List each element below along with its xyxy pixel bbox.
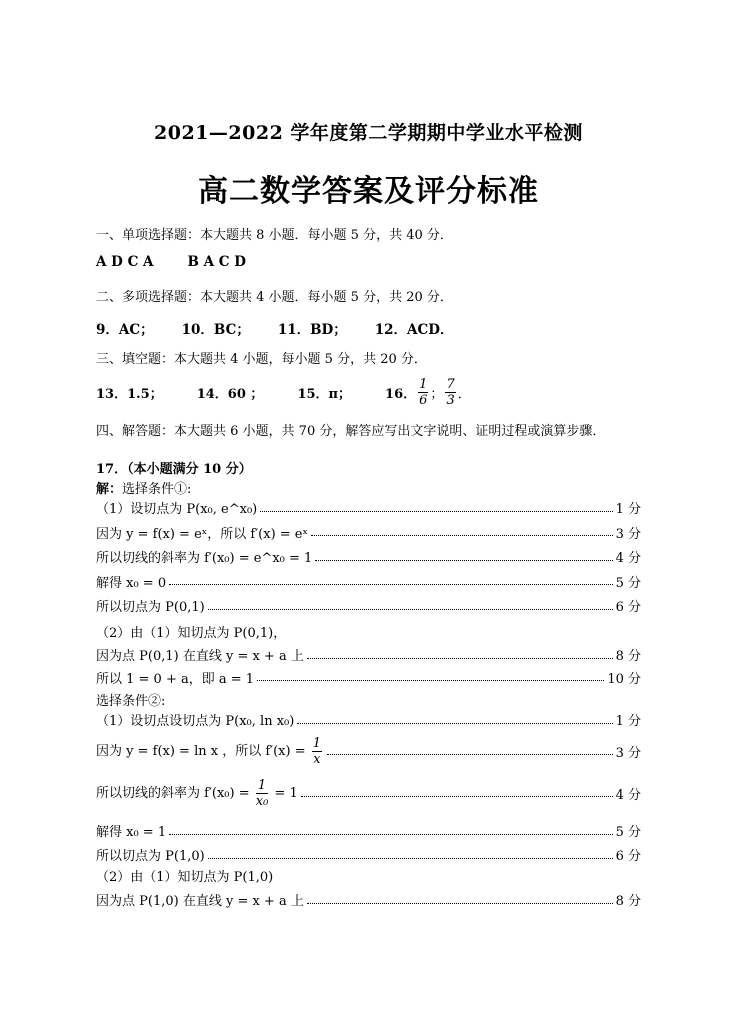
dot-leader — [307, 657, 613, 659]
points: 1 分 — [615, 502, 641, 517]
dot-leader — [327, 753, 613, 755]
points: 8 分 — [615, 649, 641, 664]
points: 3 分 — [615, 745, 641, 761]
score-line — [96, 775, 641, 811]
answer-12: 12．ACD． — [374, 322, 454, 338]
dot-leader — [301, 795, 613, 797]
fraction-seven-thirds — [445, 377, 455, 408]
points: 3 分 — [615, 526, 641, 542]
line-text: 所以切点为 P(1,0) — [96, 849, 205, 864]
line-text: 所以切线的斜率为 f′(x₀) = e^x₀ = 1 — [96, 551, 313, 566]
section4-heading: 四、解答题：本大题共 6 小题，共 70 分，解答应写出文字说明、证明过程或演算步骤． — [96, 424, 606, 439]
score-line — [96, 596, 641, 615]
dot-leader — [307, 902, 613, 904]
exam-subtitle: 高二数学答案及评分标准 — [198, 174, 539, 209]
separator: ； — [430, 386, 444, 402]
q17-part2-cond2: （2）由（1）知切点为 P(1,0) — [96, 870, 274, 885]
line-text: 因为点 P(1,0) 在直线 y = x + a 上 — [96, 894, 304, 909]
line-prefix: 所以切线的斜率为 f′(x₀) = — [96, 785, 254, 801]
denominator: x — [313, 751, 321, 767]
fraction-one-sixth — [418, 377, 428, 408]
line-text: 所以切点为 P(0,1) — [96, 600, 205, 615]
answer-11: 11．BD； — [277, 322, 347, 338]
dot-leader — [169, 833, 612, 835]
points: 4 分 — [615, 551, 641, 566]
section1-answers — [96, 254, 246, 270]
q17-part2-cond1: （2）由（1）知切点为 P(0,1)， — [96, 626, 287, 641]
points: 8 分 — [615, 894, 641, 909]
exam-title: 2021—2022 学年度第二学期期中学业水平检测 — [154, 122, 583, 144]
numerator: 1 — [256, 778, 269, 794]
score-line — [96, 572, 641, 591]
denominator: x₀ — [255, 793, 269, 809]
answer-14: 14．60 ； — [196, 386, 264, 402]
dot-leader — [260, 510, 612, 512]
answer-10: 10．BC； — [181, 322, 250, 338]
dot-leader — [208, 857, 613, 859]
line-text — [96, 736, 324, 767]
answers-5-8: B A C D — [187, 254, 246, 270]
score-line — [96, 710, 641, 729]
line-text: 所以 1 = 0 + a，即 a = 1 — [96, 671, 255, 687]
section2-answers — [96, 318, 453, 338]
dot-leader — [208, 608, 613, 610]
points: 6 分 — [615, 849, 641, 864]
dot-leader — [297, 722, 612, 724]
dot-leader — [311, 534, 613, 536]
period: ． — [457, 386, 471, 402]
score-line — [96, 547, 641, 566]
line-text: 解得 x₀ = 0 — [96, 575, 167, 591]
line-text — [96, 778, 298, 809]
section3-answers — [96, 372, 471, 412]
answer-13: 13．1.5； — [96, 386, 163, 402]
score-line — [96, 668, 641, 687]
score-line — [96, 645, 641, 664]
score-line — [96, 733, 641, 769]
q17-title: 17．（本小题满分 10 分） — [96, 462, 252, 477]
line-suffix: = 1 — [270, 785, 298, 801]
points: 1 分 — [615, 714, 641, 729]
q17-solution-start — [96, 478, 191, 497]
numerator: 7 — [446, 376, 455, 392]
score-line — [96, 523, 641, 542]
section3-heading: 三、填空题：本大题共 4 小题，每小题 5 分，共 20 分． — [96, 352, 427, 367]
choose-condition-2: 选择条件②: — [96, 694, 166, 709]
fraction-1-over-x0 — [256, 778, 269, 809]
points: 5 分 — [615, 575, 641, 591]
points: 4 分 — [615, 787, 641, 803]
line-text: （1）设切点为 P(x₀, e^x₀) — [96, 502, 258, 517]
line-text: 解得 x₀ = 1 — [96, 825, 167, 840]
dot-leader — [257, 679, 604, 681]
dot-leader — [315, 559, 612, 561]
score-line — [96, 845, 641, 864]
fraction-1-over-x — [312, 736, 322, 767]
line-text: （1）设切点设切点为 P(x₀, ln x₀) — [96, 714, 295, 729]
choose-condition-1: 选择条件①: — [122, 482, 192, 497]
answers-1-4: A D C A — [96, 254, 154, 270]
answer-9: 9．AC； — [96, 322, 154, 338]
line-text: 因为点 P(0,1) 在直线 y = x + a 上 — [96, 649, 304, 664]
answer-16-label: 16． — [385, 386, 417, 402]
numerator: 1 — [419, 376, 428, 392]
section2-heading: 二、多项选择题：本大题共 4 小题．每小题 5 分，共 20 分． — [96, 290, 453, 305]
line-text: 因为 y = f(x) = eˣ，所以 f′(x) = eˣ — [96, 526, 309, 542]
answer-15: 15．π； — [297, 386, 352, 402]
line-prefix: 因为 y = f(x) = ln x ，所以 f′(x) = — [96, 743, 310, 759]
jie-label: 解： — [96, 482, 123, 497]
score-line — [96, 498, 641, 517]
dot-leader — [169, 583, 612, 585]
score-line — [96, 821, 641, 840]
points: 6 分 — [615, 600, 641, 615]
section1-heading: 一、单项选择题：本大题共 8 小题．每小题 5 分，共 40 分． — [96, 228, 453, 243]
points: 10 分 — [607, 671, 641, 687]
numerator: 1 — [312, 735, 322, 751]
denominator: 3 — [446, 392, 455, 408]
score-line — [96, 890, 641, 909]
points: 5 分 — [615, 825, 641, 840]
denominator: 6 — [419, 392, 428, 408]
